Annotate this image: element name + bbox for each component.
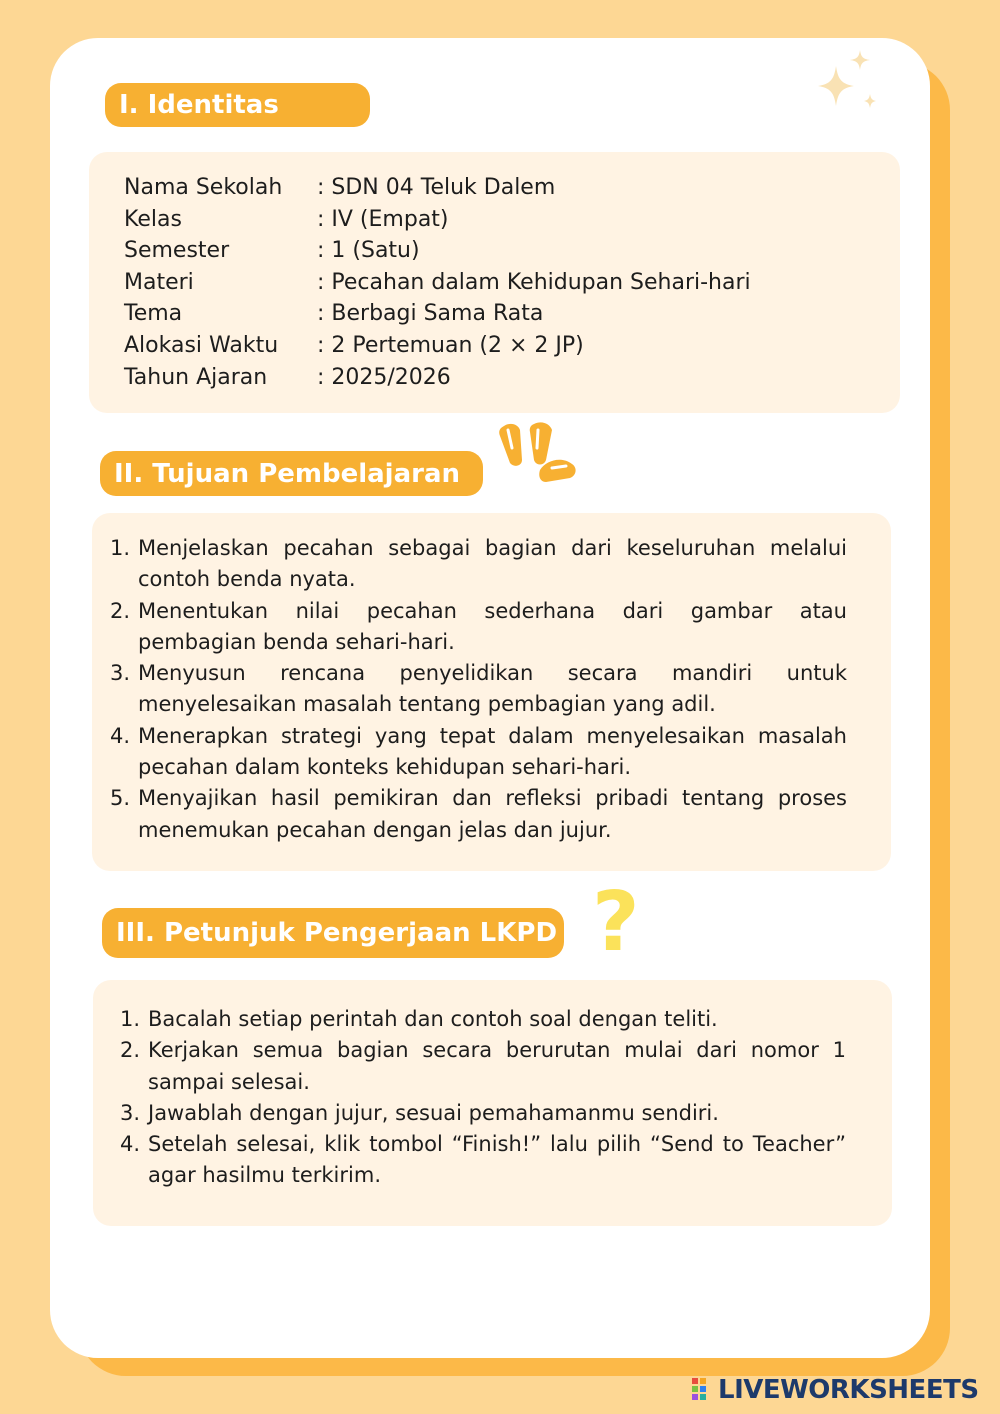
identitas-row — [124, 204, 751, 236]
sparkle-icon — [808, 44, 888, 124]
liveworksheets-logo[interactable] — [692, 1374, 979, 1406]
list-item-number: 1. — [120, 1007, 141, 1031]
list-item-text: Menerapkan strategi yang tepat dalam menyelesaikan masalah pecahan dalam konteks kehidupan sehari-hari. — [138, 723, 847, 780]
list-item — [110, 783, 847, 846]
list-item — [110, 596, 847, 659]
identitas-label: Materi — [124, 269, 194, 295]
petunjuk-list — [120, 1004, 846, 1192]
identitas-value: : Pecahan dalam Kehidupan Sehari-hari — [317, 269, 751, 295]
list-item-text: Menentukan nilai pecahan sederhana dari gambar atau pembagian benda sehari-hari. — [138, 598, 847, 654]
list-item — [120, 1004, 846, 1035]
section-tujuan-title-text: II. Tujuan Pembelajaran — [114, 458, 461, 489]
identitas-label: Alokasi Waktu — [124, 332, 279, 358]
list-item-text: Jawablah dengan jujur, sesuai pemahamanmu sendiri. — [148, 1100, 719, 1125]
identitas-value: : Berbagi Sama Rata — [317, 301, 544, 327]
list-item — [120, 1035, 846, 1098]
liveworksheets-logo-icon — [692, 1378, 714, 1402]
list-item-text: Setelah selesai, klik tombol “Finish!” lalu pilih “Send to Teacher” agar hasilmu terkirim. — [148, 1132, 846, 1188]
identitas-label: Tema — [124, 301, 183, 327]
list-item — [110, 533, 847, 596]
list-item-number: 2. — [110, 598, 131, 623]
identitas-row — [124, 235, 751, 267]
section-identitas-title-text: I. Identitas — [119, 90, 279, 120]
tujuan-list — [110, 533, 847, 846]
identitas-row — [124, 362, 751, 394]
identitas-value: : 1 (Satu) — [317, 238, 420, 264]
section-identitas-title — [105, 83, 370, 127]
list-item-number: 4. — [120, 1132, 141, 1157]
list-item-number: 3. — [110, 661, 131, 686]
list-item — [120, 1098, 846, 1129]
identitas-row — [124, 330, 751, 362]
identitas-value: : 2025/2026 — [317, 364, 451, 390]
list-item-text: Bacalah setiap perintah dan contoh soal dengan teliti. — [148, 1007, 718, 1031]
identitas-label: Tahun Ajaran — [124, 364, 268, 390]
list-item-text: Menyajikan hasil pemikiran dan refleksi pribadi tentang proses menemukan pecahan dengan jelas dan jujur. — [138, 786, 847, 842]
identitas-row — [124, 172, 751, 204]
list-item — [120, 1129, 846, 1192]
list-item-number: 5. — [110, 786, 131, 811]
question-mark-icon: ? — [592, 875, 640, 970]
identitas-label: Nama Sekolah — [124, 175, 283, 200]
list-item-number: 2. — [120, 1038, 141, 1063]
identitas-value: : IV (Empat) — [317, 206, 449, 232]
list-item-number: 3. — [120, 1100, 141, 1125]
list-item-text: Menyusun rencana penyelidikan secara mandiri untuk menyelesaikan masalah tentang pembagian yang adil. — [138, 661, 847, 717]
identitas-value: : 2 Pertemuan (2 × 2 JP) — [317, 332, 584, 358]
section-tujuan-title — [100, 451, 483, 496]
identitas-label: Kelas — [124, 206, 182, 232]
identitas-table — [124, 172, 751, 393]
list-item-text: Menjelaskan pecahan sebagai bagian dari keseluruhan melalui contoh benda nyata. — [138, 536, 847, 592]
list-item — [110, 721, 847, 784]
identitas-row — [124, 298, 751, 330]
list-item-text: Kerjakan semua bagian secara berurutan mulai dari nomor 1 sampai selesai. — [148, 1038, 846, 1094]
identitas-label: Semester — [124, 238, 230, 264]
liveworksheets-brand: LIVEWORKSHEETS — [718, 1375, 979, 1405]
list-item — [110, 658, 847, 721]
identitas-value: : SDN 04 Teluk Dalem — [317, 175, 556, 200]
list-item-number: 1. — [110, 536, 131, 560]
section-petunjuk-title — [102, 908, 564, 958]
section-petunjuk-title-text: III. Petunjuk Pengerjaan LKPD — [116, 918, 558, 948]
list-item-number: 4. — [110, 723, 131, 748]
burst-icon — [496, 418, 580, 488]
identitas-row — [124, 267, 751, 299]
